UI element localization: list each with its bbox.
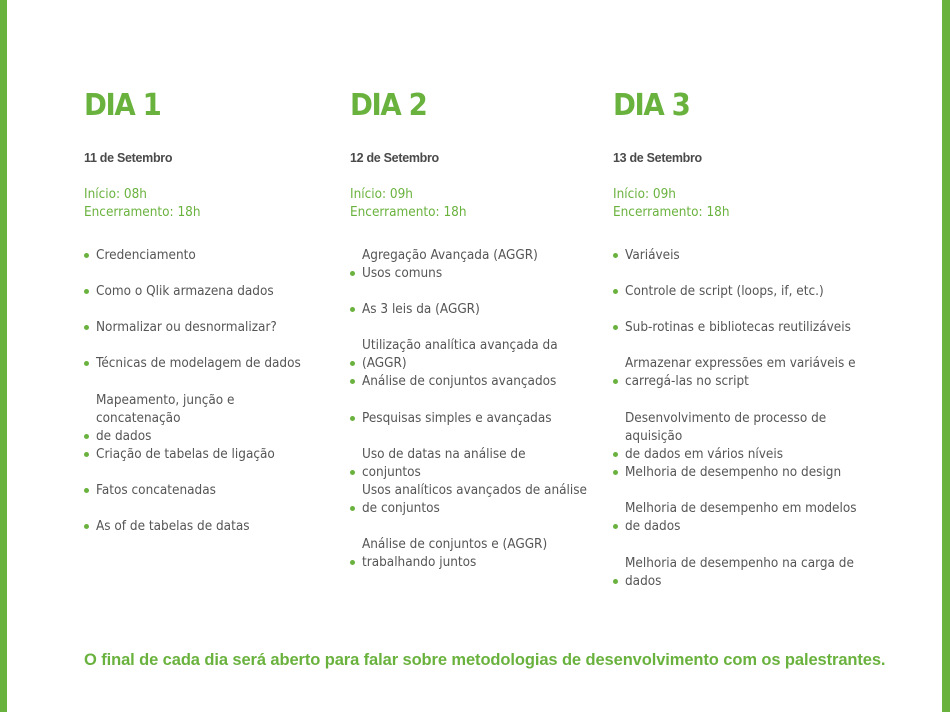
bullet-icon: [613, 579, 618, 584]
list-item: Variáveis: [613, 247, 684, 265]
bullet-icon: [84, 488, 89, 493]
day-date: 12 de Setembro: [350, 151, 439, 165]
list-item: Credenciamento: [84, 247, 203, 265]
list-item: As of de tabelas de datas: [84, 518, 261, 536]
day-date: 13 de Setembro: [613, 151, 702, 165]
start-time: Início: 09h: [613, 187, 676, 202]
bullet-icon: [613, 289, 618, 294]
bullet-icon: [350, 271, 355, 276]
end-time: Encerramento: 18h: [613, 205, 730, 220]
bullet-icon: [84, 434, 89, 439]
list-item: Usos analíticos avançados de análise de conjuntos: [350, 482, 604, 518]
list-item: Melhoria de desempenho no design: [613, 464, 857, 482]
start-time: Início: 08h: [84, 187, 147, 202]
bullet-icon: [84, 289, 89, 294]
bullet-icon: [84, 361, 89, 366]
day-schedule: [613, 186, 893, 222]
bullet-icon: [613, 524, 618, 529]
list-item: Técnicas de modelagem de dados: [84, 355, 316, 373]
end-time: Encerramento: 18h: [84, 205, 201, 220]
day-schedule: [84, 186, 334, 222]
bullet-icon: [84, 452, 89, 457]
day-title: DIA 3: [613, 88, 690, 123]
bullet-icon: [350, 470, 355, 475]
list-item: Normalizar ou desnormalizar?: [84, 319, 290, 337]
end-time: Encerramento: 18h: [350, 205, 467, 220]
footer-note: O final de cada dia será aberto para falar sobre metodologias de desenvolvimento com os palestrantes.: [84, 651, 886, 669]
day-title: DIA 1: [84, 88, 161, 123]
list-item: Agregação Avançada (AGGR) Usos comuns: [350, 247, 551, 283]
bullet-icon: [350, 560, 355, 565]
bullet-icon: [613, 452, 618, 457]
list-item: Como o Qlik armazena dados: [84, 283, 287, 301]
bullet-icon: [350, 361, 355, 366]
bullet-icon: [350, 506, 355, 511]
bullet-icon: [613, 470, 618, 475]
list-item: Sub-rotinas e bibliotecas reutilizáveis: [613, 319, 868, 337]
list-item: Uso de datas na análise de conjuntos: [350, 446, 605, 482]
list-item: Criação de tabelas de ligação: [84, 446, 288, 464]
day-title: DIA 2: [350, 88, 427, 123]
day-schedule: [350, 186, 605, 222]
left-border: [0, 0, 7, 712]
list-item: As 3 leis da (AGGR): [350, 301, 489, 319]
list-item: Análise de conjuntos avançados: [350, 373, 571, 391]
day-1-column: [84, 88, 334, 534]
list-item: Fatos concatenadas: [84, 482, 225, 500]
day-3-column: [613, 88, 893, 589]
bullet-icon: [84, 325, 89, 330]
list-item: Controle de script (loops, if, etc.): [613, 283, 839, 301]
list-item: Análise de conjuntos e (AGGR) trabalhando juntos: [350, 536, 561, 572]
bullet-icon: [84, 253, 89, 258]
bullet-icon: [84, 524, 89, 529]
list-item: Melhoria de desempenho em modelos de dados: [613, 500, 874, 536]
bullet-icon: [613, 379, 618, 384]
list-item: Melhoria de desempenho na carga de dados: [613, 555, 893, 591]
list-item: Armazenar expressões em variáveis e carregá-las no script: [613, 355, 873, 391]
list-item: Pesquisas simples e avançadas: [350, 410, 566, 428]
day-date: 11 de Setembro: [84, 151, 173, 165]
bullet-icon: [350, 379, 355, 384]
bullet-icon: [613, 325, 618, 330]
bullet-icon: [350, 416, 355, 421]
start-time: Início: 09h: [350, 187, 413, 202]
list-item: Utilização analítica avançada da (AGGR): [350, 337, 605, 373]
bullet-icon: [350, 307, 355, 312]
list-item: Desenvolvimento de processo de aquisição de dados em vários níveis: [613, 410, 893, 464]
list-item: Mapeamento, junção e concatenação de dados: [84, 392, 334, 446]
bullet-icon: [613, 253, 618, 258]
day-2-column: [350, 88, 605, 570]
right-border: [942, 0, 950, 712]
